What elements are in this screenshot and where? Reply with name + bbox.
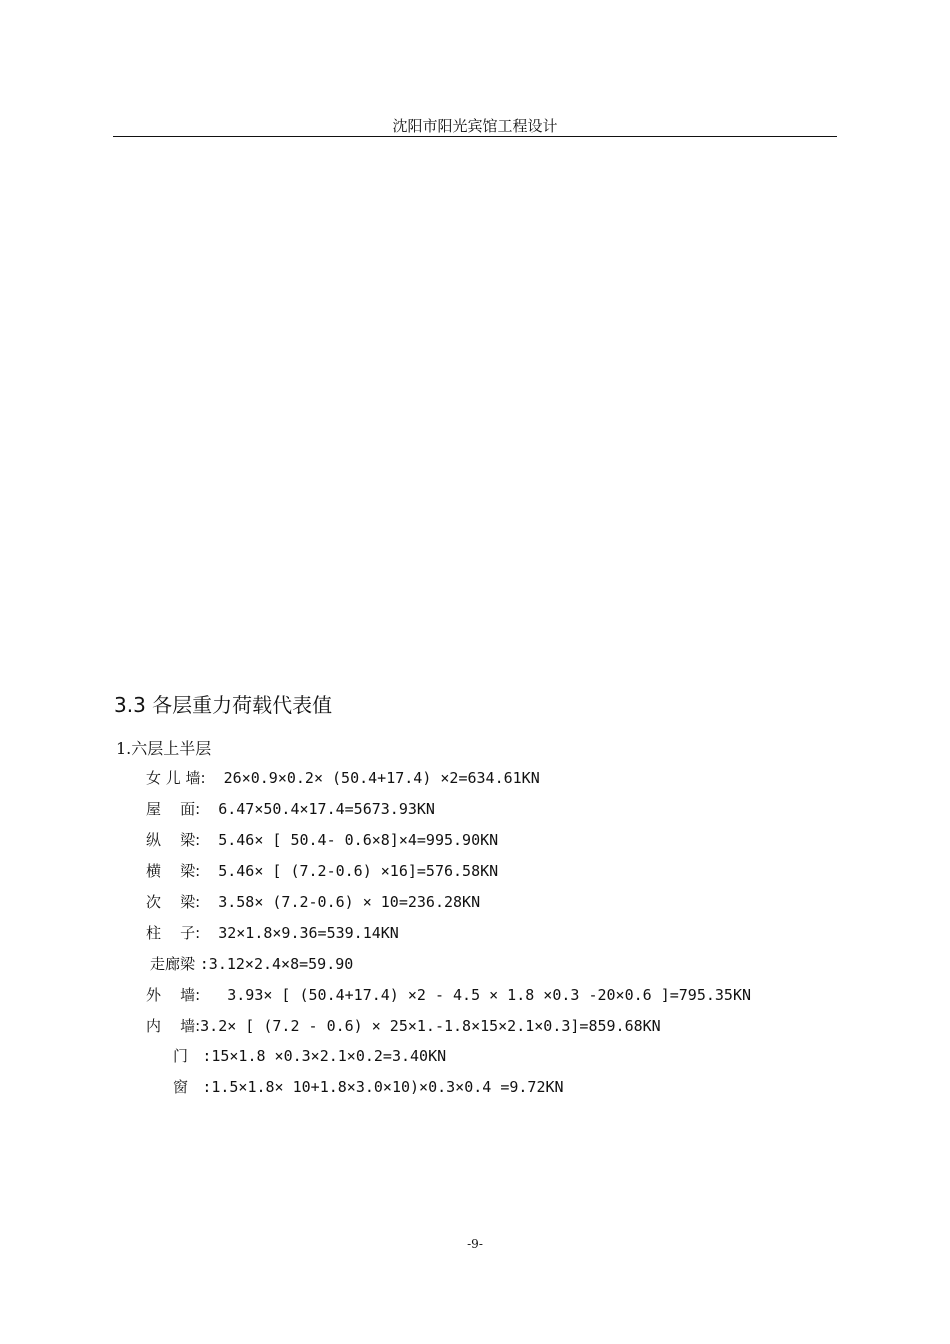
load-row-door — [173, 1045, 446, 1067]
header-divider — [113, 136, 837, 137]
load-row-formula: 5.46× [ 50.4- 0.6×8]×4=995.90KN — [200, 831, 499, 849]
section-heading: 3.3 各层重力荷载代表值 — [114, 693, 333, 717]
load-row-label: 柱 子: — [146, 924, 201, 942]
load-row-transverse-beam — [146, 860, 498, 882]
load-row-label: 走廊梁 — [150, 955, 200, 973]
load-row-formula: :3.12×2.4×8=59.90 — [199, 955, 354, 973]
load-row-label: 屋 面: — [146, 800, 201, 818]
load-row-label: 窗 — [173, 1078, 203, 1096]
load-row-label: 横 梁: — [146, 862, 201, 880]
load-row-formula: 32×1.8×9.36=539.14KN — [200, 924, 399, 942]
load-row-column — [146, 922, 399, 944]
load-row-corridor-beam — [150, 953, 353, 975]
page-header-title: 沈阳市阳光宾馆工程设计 — [392, 117, 558, 135]
sub-heading: 1.六层上半层 — [116, 739, 212, 758]
load-row-parapet — [146, 767, 540, 789]
load-row-formula: 5.46× [ (7.2-0.6) ×16]=576.58KN — [200, 862, 499, 880]
load-row-formula: :1.5×1.8× 10+1.8×3.0×10)×0.3×0.4 =9.72KN — [202, 1078, 564, 1096]
load-row-formula: 3.58× (7.2-0.6) × 10=236.28KN — [200, 893, 481, 911]
load-row-interior-wall — [146, 1015, 661, 1037]
load-row-formula: 26×0.9×0.2× (50.4+17.4) ×2=634.61KN — [205, 769, 540, 787]
load-row-formula: 3.93× [ (50.4+17.4) ×2 - 4.5 × 1.8 ×0.3 -20×0.6 ]=795.35KN — [200, 986, 752, 1004]
load-row-exterior-wall — [146, 984, 751, 1006]
load-row-secondary-beam — [146, 891, 480, 913]
load-row-roof — [146, 798, 435, 820]
load-row-label: 门 — [173, 1047, 203, 1065]
load-row-window — [173, 1076, 564, 1098]
load-row-longitudinal-beam — [146, 829, 498, 851]
load-row-label: 纵 梁: — [146, 831, 201, 849]
load-row-label: 外 墙: — [146, 986, 201, 1004]
load-row-label: 次 梁: — [146, 893, 201, 911]
load-row-formula: :15×1.8 ×0.3×2.1×0.2=3.40KN — [202, 1047, 447, 1065]
page-number: -9- — [467, 1237, 483, 1251]
load-row-label: 女 儿 墙: — [146, 769, 206, 787]
load-row-label: 内 墙: — [146, 1017, 201, 1035]
load-row-formula: 3.2× [ (7.2 - 0.6) × 25×1.-1.8×15×2.1×0.3]=859.68KN — [200, 1017, 661, 1035]
load-row-formula: 6.47×50.4×17.4=5673.93KN — [200, 800, 435, 818]
